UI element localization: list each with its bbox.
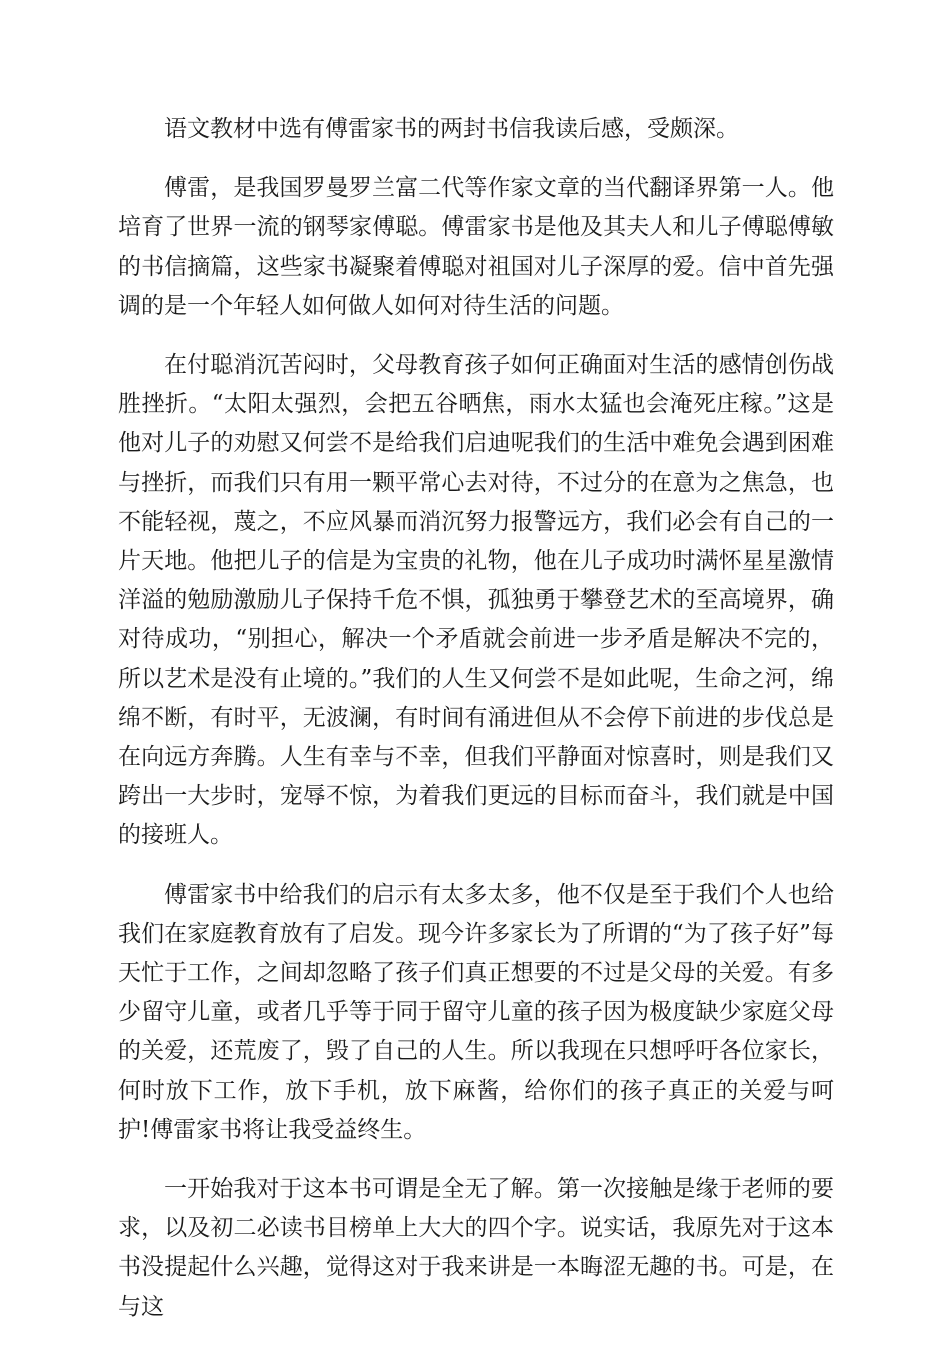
paragraph-intro: 语文教材中选有傅雷家书的两封书信我读后感，受颇深。 (164, 116, 739, 142)
paragraph-about-fu-lei: 傅雷，是我国罗曼罗兰富二代等作家文章的当代翻译界第一人。他培育了世界一流的钢琴家傅聪。傅雷家书是他及其夫人和儿子傅聪傅敏的书信摘篇，这些家书凝聚着傅聪对祖国对儿子深厚的爱。信中首先强调的是一个年轻人如何做人如何对待生活的问题。 (118, 175, 834, 319)
paragraph-first-impression: 一开始我对于这本书可谓是全无了解。第一次接触是缘于老师的要求，以及初二必读书目榜单上大大的四个字。说实话，我原先对于这本书没提起什么兴趣，觉得这对于我来讲是一本晦涩无趣的书。可是，在与这 (118, 1176, 834, 1320)
paragraph-family-education: 傅雷家书中给我们的启示有太多太多，他不仅是至于我们个人也给我们在家庭教育放有了启发。现今许多家长为了所谓的“为了孩子好”每天忙于工作，之间却忽略了孩子们真正想要的不过是父母的关爱。有多少留守儿童，或者几乎等于同于留守儿童的孩子因为极度缺少家庭父母的关爱，还荒废了，毁了自己的人生。所以我现在只想呼吁各位家长，何时放下工作，放下手机，放下麻酱，给你们的孩子真正的关爱与呵护!傅雷家书将让我受益终生。 (118, 881, 834, 1143)
paragraph-facing-setbacks: 在付聪消沉苦闷时，父母教育孩子如何正确面对生活的感情创伤战胜挫折。“太阳太强烈，会把五谷晒焦，雨水太猛也会淹死庄稼。”这是他对儿子的劝慰又何尝不是给我们启迪呢我们的生活中难免会遇到困难与挫折，而我们只有用一颗平常心去对待，不过分的在意为之焦急，也不能轻视，蔑之，不应风暴而消沉努力报警远方，我们必会有自己的一片天地。他把儿子的信是为宝贵的礼物，他在儿子成功时满怀星星激情洋溢的勉励激励儿子保持千危不惧，孤独勇于攀登艺术的至高境界，确对待成功，“别担心，解决一个矛盾就会前进一步矛盾是解决不完的，所以艺术是没有止境的。”我们的人生又何尝不是如此呢，生命之河，绵绵不断，有时平，无波澜，有时间有涌进但从不会停下前进的步伐总是在向远方奔腾。人生有幸与不幸，但我们平静面对惊喜时，则是我们又跨出一大步时，宠辱不惊，为着我们更远的目标而奋斗，我们就是中国的接班人。 (118, 352, 834, 849)
document-body (118, 110, 834, 1347)
